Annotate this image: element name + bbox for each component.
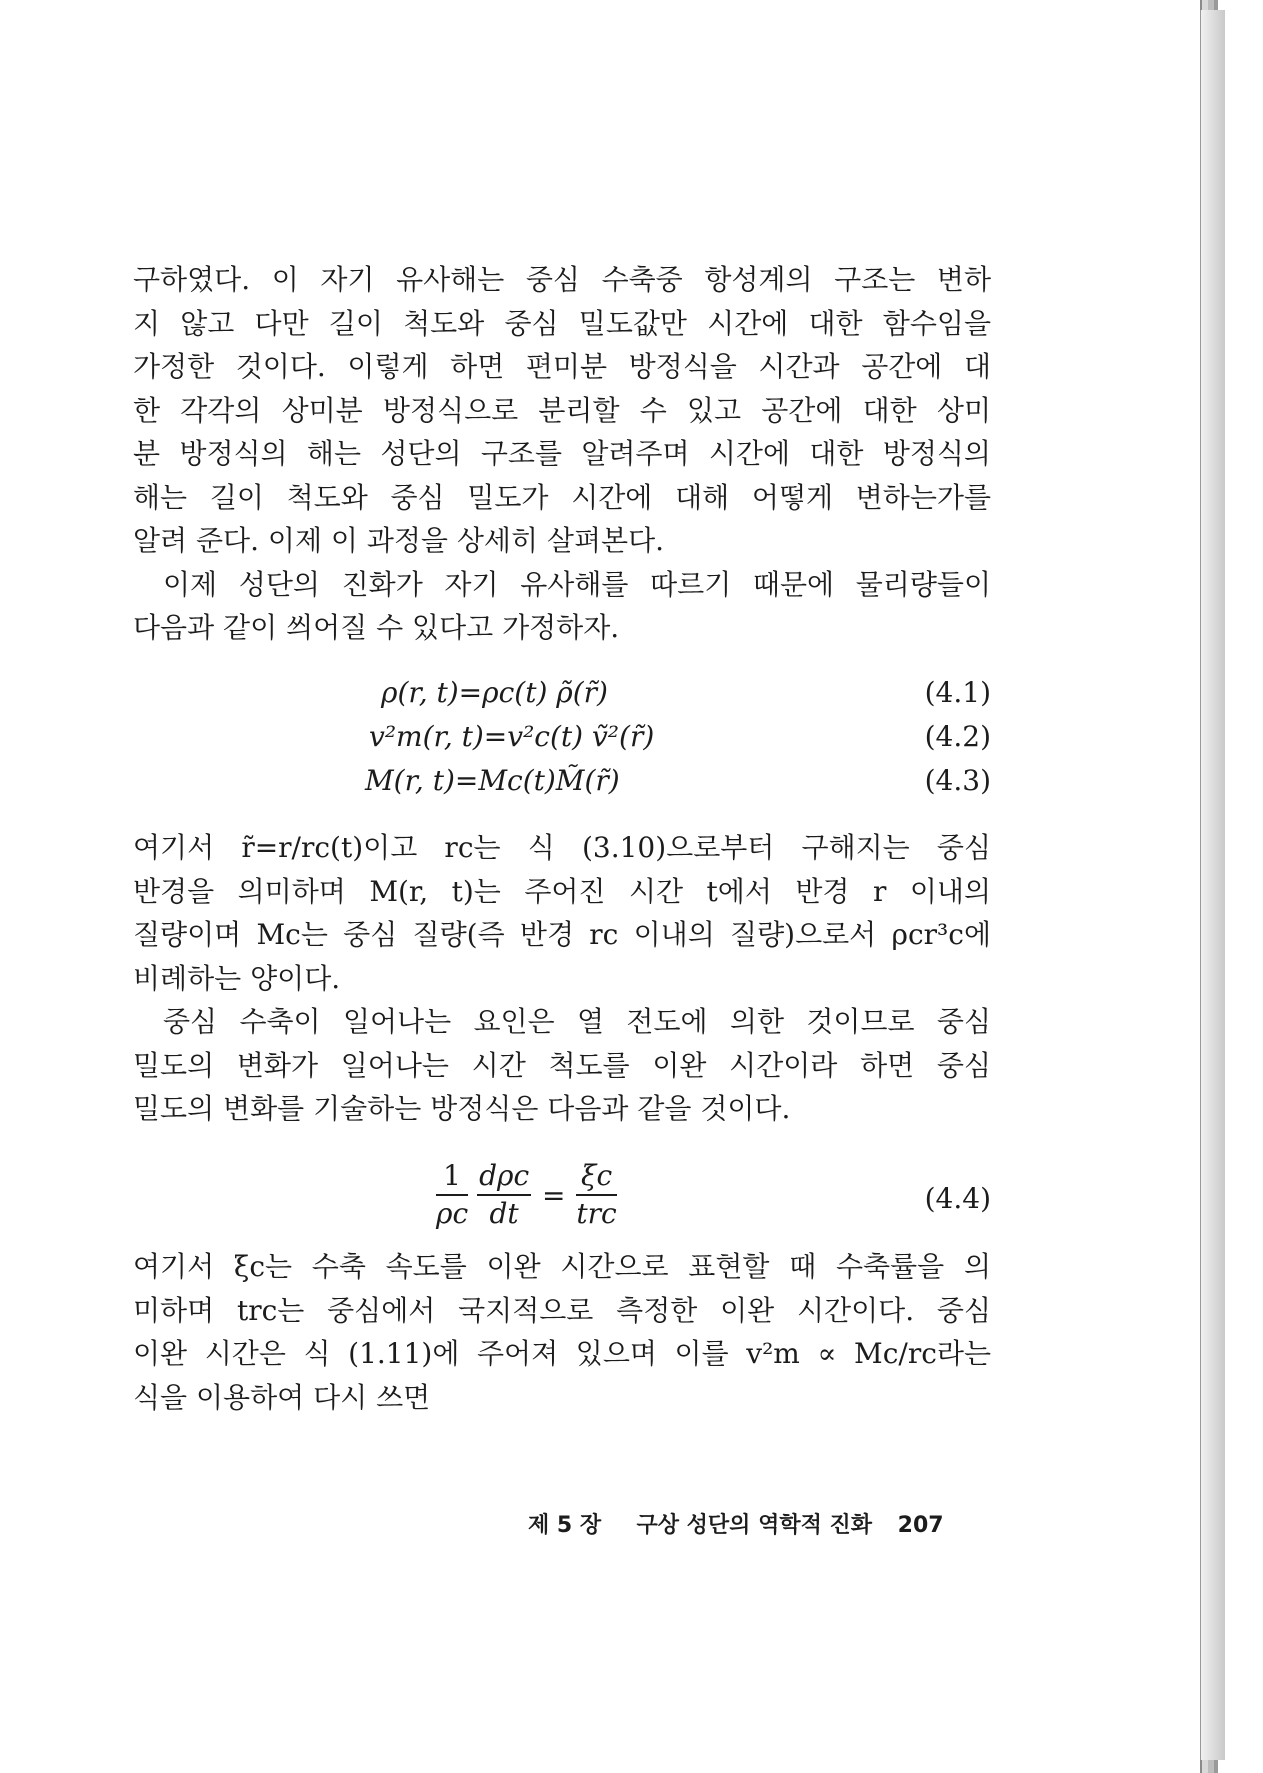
body-text-top [133, 258, 991, 650]
text-line: 질량이며 Mc는 중심 질량(즉 반경 rc 이내의 질량)으로서 ρcr³c에 [133, 918, 991, 951]
fraction-numerator: ξc [576, 1160, 616, 1196]
paragraph-3 [133, 826, 991, 1000]
text-line: 알려 준다. 이제 이 과정을 상세히 살펴본다. [133, 524, 665, 557]
page-edge [1200, 10, 1225, 1760]
equation-number: (4.2) [924, 720, 991, 753]
equation-expression [436, 1160, 617, 1230]
equation-group [133, 676, 991, 808]
fraction-denominator: dt [489, 1197, 519, 1230]
equation-number: (4.3) [924, 764, 991, 797]
fraction-denominator: trc [576, 1197, 617, 1230]
text-line: 다음과 같이 씌어질 수 있다고 가정하자. [133, 611, 620, 644]
body-text-middle [133, 826, 991, 1131]
body-text-bottom [133, 1245, 991, 1419]
page-number: 207 [897, 1513, 944, 1538]
page-footer [528, 1508, 944, 1539]
text-line: 한 각각의 상미분 방정식으로 분리할 수 있고 공간에 대한 상미 [133, 393, 991, 427]
text-line: 해는 길이 척도와 중심 밀도가 시간에 대해 어떻게 변하는가를 [133, 480, 991, 514]
fraction [436, 1160, 468, 1230]
fraction-numerator: 1 [436, 1160, 468, 1196]
text-line: 이제 성단의 진화가 자기 유사해를 따르기 때문에 물리량들이 [163, 567, 991, 601]
equation-number: (4.4) [924, 1182, 991, 1215]
equation-4-3 [133, 764, 991, 808]
text-line: 여기서 r̃=r/rc(t)이고 rc는 식 (3.10)으로부터 구해지는 중심 [133, 831, 991, 864]
text-line: 여기서 ξc는 수축 속도를 이완 시간으로 표현할 때 수축률을 의 [133, 1250, 991, 1283]
equation-4-2 [133, 720, 991, 764]
paragraph-5 [133, 1245, 991, 1419]
text-line: 구하였다. 이 자기 유사해는 중심 수축중 항성계의 구조는 변하 [133, 263, 991, 296]
paragraph-2 [133, 563, 991, 650]
fraction-denominator: ρc [436, 1197, 469, 1230]
equation-expression: ρ(r, t)=ρc(t) ρ̃(r̃) [381, 676, 608, 709]
text-line: 미하며 trc는 중심에서 국지적으로 측정한 이완 시간이다. 중심 [133, 1293, 991, 1327]
equation-expression: v²m(r, t)=v²c(t) ṽ²(r̃) [369, 720, 655, 753]
text-line: 밀도의 변화가 일어나는 시간 척도를 이완 시간이라 하면 중심 [133, 1048, 991, 1082]
text-line: 이완 시간은 식 (1.11)에 주어져 있으며 이를 v²m ∝ Mc/rc라는 [133, 1337, 991, 1370]
text-line: 지 않고 다만 길이 척도와 중심 밀도값만 시간에 대한 함수임을 [133, 306, 991, 340]
chapter-title: 구상 성단의 역학적 진화 [636, 1513, 872, 1538]
paragraph-1 [133, 258, 991, 563]
equation-number: (4.1) [924, 676, 991, 709]
equation-4-1 [133, 676, 991, 720]
text-line: 반경을 의미하며 M(r, t)는 주어진 시간 t에서 반경 r 이내의 [133, 874, 991, 908]
text-line: 가정한 것이다. 이렇게 하면 편미분 방정식을 시간과 공간에 대 [133, 350, 991, 383]
fraction [576, 1160, 616, 1230]
fraction-numerator: dρc [477, 1160, 531, 1196]
paragraph-4 [133, 1000, 991, 1131]
chapter-label: 제 5 장 [528, 1513, 602, 1538]
text-line: 분 방정식의 해는 성단의 구조를 알려주며 시간에 대한 방정식의 [133, 437, 991, 470]
equation-4-4 [133, 1160, 991, 1240]
fraction [477, 1160, 531, 1230]
equals-sign: = [542, 1178, 566, 1212]
text-line: 밀도의 변화를 기술하는 방정식은 다음과 같을 것이다. [133, 1092, 791, 1125]
text-line: 비례하는 양이다. [133, 961, 341, 995]
equation-expression: M(r, t)=Mc(t)M̃(r̃) [365, 764, 620, 797]
text-line: 중심 수축이 일어나는 요인은 열 전도에 의한 것이므로 중심 [163, 1005, 991, 1038]
text-line: 식을 이용하여 다시 쓰면 [133, 1380, 431, 1414]
